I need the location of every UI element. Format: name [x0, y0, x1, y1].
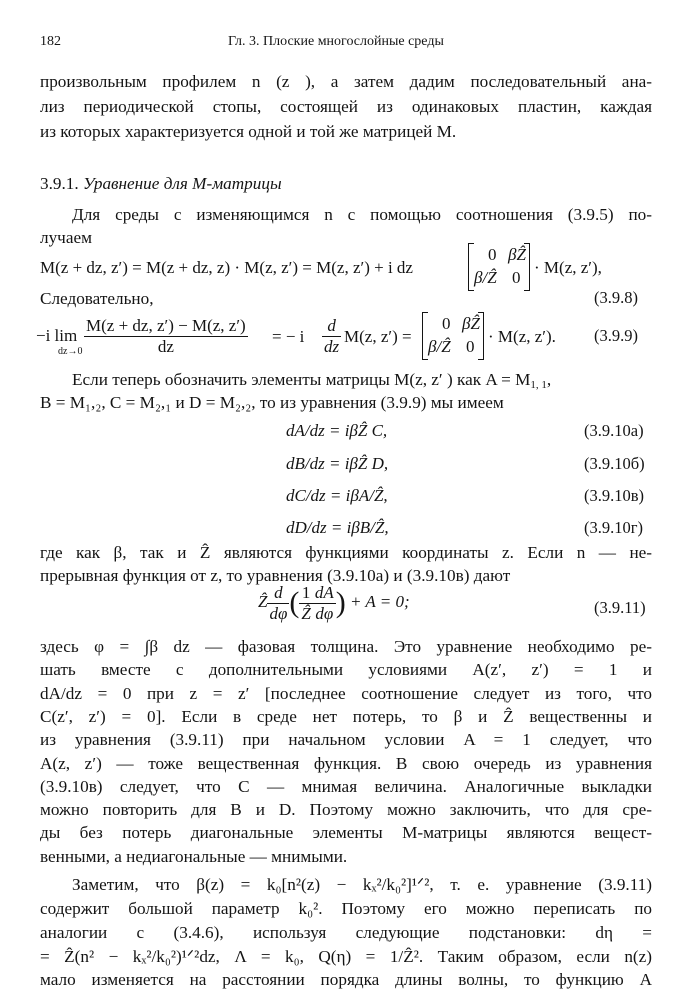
eq-3-9-9-rhs: · M(z, z′). [488, 327, 556, 346]
eq-3-9-11-tag: (3.9.11) [594, 598, 646, 617]
eq-3-9-8-lhs: M(z + dz, z′) = M(z + dz, z) · M(z, z′) = M(z, z′) + i dz [40, 258, 413, 277]
eq-3-9-9-prefix: −i lim [36, 326, 78, 345]
section-heading [40, 175, 282, 192]
eq-3-9-9-tag: (3.9.9) [594, 326, 638, 345]
eq-3-9-9-mid1: = − i [272, 327, 305, 346]
eq-3-9-8-label: Следовательно, [40, 289, 154, 308]
eq-3-9-10a-tag: (3.9.10а) [584, 421, 644, 440]
para5-line-5: мало изменяется на расстоянии порядка длины волны, то функцию A [40, 970, 652, 989]
para4-line-5: из уравнения (3.9.11) при начальном условии A = 1 следует, что [40, 730, 652, 749]
para2-line-1-text: Если теперь обозначить элементы матрицы M(z, z′ ) как A = M [72, 370, 531, 389]
para4-line-4: C(z′, z′) = 0]. Если в среде нет потерь, то β и Ẑ вещественны и [40, 707, 652, 726]
eq-3-9-11: Ẑ $\frac{d}{d\varphi}$ ( $\frac{1}{\text{Ẑ}}$ $\frac{dA}{d\varphi}$ ) + A = 0; [258, 583, 410, 623]
matrix-cell: 0 [466, 337, 475, 356]
eq-3-9-9-fraction [84, 316, 248, 356]
section-number: 3.9.1. [40, 174, 79, 193]
eq-3-9-10b: dB/dz = iβẐ D, [286, 454, 389, 473]
eq-3-9-8-matrix [468, 243, 530, 291]
para3-line-1: где как β, так и Ẑ являются функциями координаты z. Если n — не- [40, 543, 652, 562]
matrix-cell: β/Ẑ [428, 337, 451, 356]
eq-3-9-10b-tag: (3.9.10б) [584, 454, 645, 473]
para4-line-6: A(z, z′) — тоже вещественная функция. В свою очередь из уравнения [40, 754, 652, 773]
para2-line-2: B = M₁,₂, C = M₂,₁ и D = M₂,₂, то из уравнения (3.9.9) мы имеем [40, 393, 504, 412]
matrix-cell: 0 [488, 245, 497, 264]
eq-3-9-8-tag: (3.9.8) [594, 288, 638, 307]
matrix-cell: β/Ẑ [474, 268, 497, 287]
para2-line-1 [72, 371, 551, 391]
derivative-numerator: d [322, 316, 341, 337]
para5-line-2: содержит большой параметр k₀². Поэтому его можно переписать по [40, 899, 652, 918]
eq-3-9-11-one: 1 [299, 583, 312, 604]
eq-3-9-11-rest: + A = 0; [349, 591, 410, 611]
para4-line-7: (3.9.10в) следует, что C — мнимая величина. Аналогичные выкладки [40, 777, 652, 796]
para4-line-10: венными, а недиагональные — мнимыми. [40, 847, 348, 866]
para5-line-1: Заметим, что β(z) = k₀[n²(z) − kₓ²/k₀²]¹ᐟ², т. е. уравнение (3.9.11) [72, 875, 652, 894]
para2-line-1-subscript: 1, 1 [530, 379, 547, 391]
eq-3-9-9-mid2: M(z, z′) = [344, 327, 412, 346]
eq-3-9-9-derivative [322, 316, 341, 356]
intro-line-3: из которых характеризуется одной и той же матрицей M. [40, 122, 457, 141]
eq-3-9-10c: dC/dz = iβA/Ẑ, [286, 486, 388, 505]
matrix-cell: 0 [442, 314, 451, 333]
para2-line-1-end: , [546, 370, 552, 389]
eq-3-9-10c-tag: (3.9.10в) [584, 486, 645, 505]
para1-line-1: Для среды с изменяющимся n с помощью соотношения (3.9.5) по- [72, 205, 652, 224]
eq-3-9-11-zhat: Ẑ [258, 591, 268, 611]
intro-line-1: произвольным профилем n (z ), а затем дадим последовательный ана- [40, 72, 652, 91]
para3-line-2: прерывная функция от z, то уравнения (3.9.10а) и (3.9.10в) дают [40, 566, 511, 585]
matrix-cell: βẐ [462, 314, 480, 333]
eq-3-9-8-rhs: · M(z, z′), [534, 258, 602, 277]
eq-3-9-10a: dA/dz = iβẐ C, [286, 421, 388, 440]
fraction-denominator: dz [157, 336, 174, 356]
eq-3-9-10d-tag: (3.9.10г) [584, 518, 644, 537]
para4-line-9: ды без потерь диагональные элементы M-матрицы являются вещест- [40, 823, 652, 842]
eq-3-9-10d: dD/dz = iβB/Ẑ, [286, 518, 389, 537]
matrix-cell: βẐ [508, 245, 526, 264]
para5-line-4: = Ẑ(n² − kₓ²/k₀²)¹ᐟ²dz, Λ = k₀, Q(η) = 1/Ẑ². Таким образом, если n(z) [40, 947, 652, 966]
eq-3-9-11-dA: dA [314, 583, 334, 602]
eq-3-9-11-dphi: dφ [269, 603, 288, 623]
page-number: 182 [40, 34, 61, 49]
eq-3-9-11-dphi-2: dφ [315, 603, 334, 623]
para4-line-8: можно повторить для B и D. Поэтому можно заключить, что для сре- [40, 800, 652, 819]
derivative-denominator: dz [324, 336, 340, 356]
eq-3-9-11-zhat-den: Ẑ [301, 603, 311, 623]
matrix-cell: 0 [512, 268, 521, 287]
intro-line-2: лиз периодической стопы, состоящей из одинаковых пластин, каждая [40, 97, 652, 116]
para1-line-2: лучаем [40, 228, 92, 247]
eq-3-9-9-matrix [422, 312, 484, 360]
running-header: Гл. 3. Плоские многослойные среды [228, 34, 444, 49]
para4-line-3: dA/dz = 0 при z = z′ [последнее соотношение следует из того, что [40, 684, 652, 703]
para5-line-3: аналогии с (3.4.6), используя следующие подстановки: dη = [40, 923, 652, 942]
fraction-numerator: M(z + dz, z′) − M(z, z′) [86, 316, 246, 335]
para4-line-2: шать вместе с дополнительными условиями A(z′, z′) = 1 и [40, 660, 652, 679]
para4-line-1: здесь φ = ∫β dz — фазовая толщина. Это уравнение необходимо ре- [40, 637, 652, 656]
eq-3-9-9-limit: dz→0 [58, 346, 83, 357]
section-title: Уравнение для M-матрицы [82, 174, 282, 193]
eq-3-9-11-d: d [267, 583, 289, 604]
